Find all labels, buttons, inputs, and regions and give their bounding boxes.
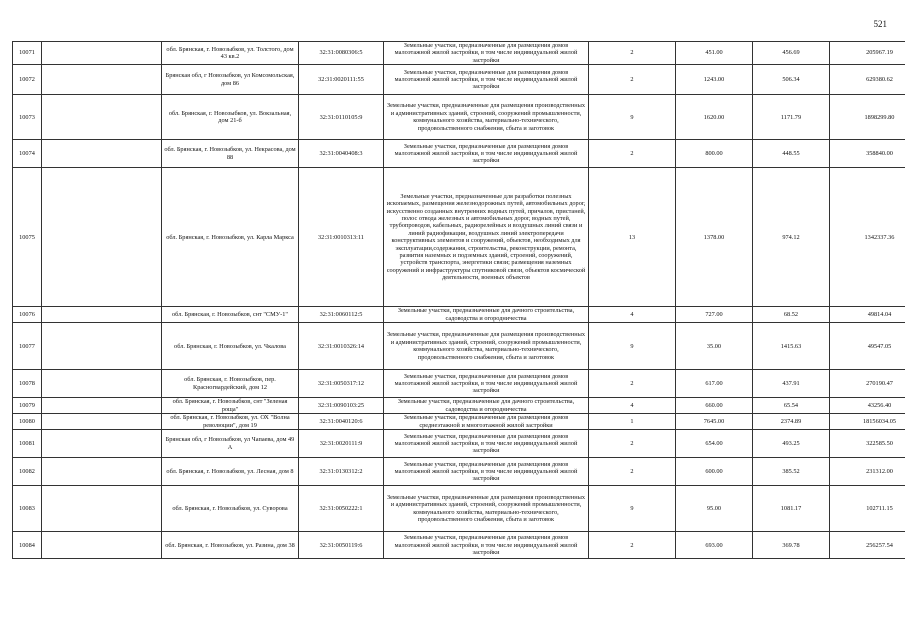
specific-value-cell: 506.34	[753, 65, 830, 95]
category-code-cell: 9	[589, 486, 676, 532]
area-cell: 95.00	[676, 486, 753, 532]
record-id-cell: 10081	[13, 430, 42, 458]
area-cell: 1620.00	[676, 95, 753, 140]
land-use-cell: Земельные участки, предназначенные для размещения производственных и административных зданий, строений, сооружений промышленности, коммунального хозяйства, материально-технического, продовольственного снабжения, сбыта и заготовок	[384, 323, 589, 370]
area-cell: 800.00	[676, 140, 753, 168]
record-id-cell: 10079	[13, 398, 42, 414]
category-code-cell: 2	[589, 42, 676, 65]
land-use-cell: Земельные участки, предназначенные для размещения домов малоэтажной жилой застройки, в том числе индивидуальной жилой застройки	[384, 458, 589, 486]
record-id-cell: 10073	[13, 95, 42, 140]
address-cell: обл. Брянская, г. Новозыбков, ул. Лесная, дом 8	[162, 458, 299, 486]
table-row	[13, 486, 905, 532]
specific-value-cell: 974.12	[753, 168, 830, 307]
cadastral-number-cell: 32:31:0020111:55	[299, 65, 384, 95]
record-id-cell: 10077	[13, 323, 42, 370]
blank-gap-cell	[42, 458, 162, 486]
table-row	[13, 323, 905, 370]
address-cell: Брянская обл, г Новозыбков, ул Чапаева, дом 49 А	[162, 430, 299, 458]
address-cell: обл. Брянская, г. Новозыбков, ул. Некрасова, дом 88	[162, 140, 299, 168]
cadastral-number-cell: 32:31:0050317:12	[299, 370, 384, 398]
cadastral-value-cell: 18156034.05	[830, 414, 905, 430]
cadastral-value-cell: 205967.19	[830, 42, 905, 65]
land-use-cell: Земельные участки, предназначенные для размещения домов малоэтажной жилой застройки, в том числе индивидуальной жилой застройки	[384, 65, 589, 95]
table-row	[13, 307, 905, 323]
land-use-cell: Земельные участки, предназначенные для размещения домов малоэтажной жилой застройки, в том числе индивидуальной жилой застройки	[384, 430, 589, 458]
blank-gap-cell	[42, 307, 162, 323]
category-code-cell: 2	[589, 140, 676, 168]
specific-value-cell: 1415.63	[753, 323, 830, 370]
address-cell: обл. Брянская, г. Новозыбков, снт "СМУ-1"	[162, 307, 299, 323]
area-cell: 617.00	[676, 370, 753, 398]
record-id-cell: 10080	[13, 414, 42, 430]
record-id-cell: 10078	[13, 370, 42, 398]
land-use-cell: Земельные участки, предназначенные для размещения домов малоэтажной жилой застройки, в том числе индивидуальной жилой застройки	[384, 140, 589, 168]
specific-value-cell: 65.54	[753, 398, 830, 414]
address-cell: обл. Брянская, г. Новозыбков, ул. Суворова	[162, 486, 299, 532]
specific-value-cell: 493.25	[753, 430, 830, 458]
blank-gap-cell	[42, 140, 162, 168]
table-row	[13, 42, 905, 65]
area-cell: 693.00	[676, 532, 753, 559]
cadastral-value-cell: 102711.15	[830, 486, 905, 532]
table-row	[13, 532, 905, 559]
cadastral-value-cell: 358840.00	[830, 140, 905, 168]
cadastral-value-cell: 270190.47	[830, 370, 905, 398]
cadastral-number-cell: 32:31:0040120:6	[299, 414, 384, 430]
land-use-cell: Земельные участки, предназначенные для размещения производственных и административных зданий, строений, сооружений промышленности, коммунального хозяйства, материально-технического, продовольственного снабжения, сбыта и заготовок	[384, 486, 589, 532]
cadastral-number-cell: 32:31:0010313:11	[299, 168, 384, 307]
table-row	[13, 65, 905, 95]
specific-value-cell: 385.52	[753, 458, 830, 486]
area-cell: 7645.00	[676, 414, 753, 430]
address-cell: обл. Брянская, г. Новозыбков, ул. Карла Маркса	[162, 168, 299, 307]
cadastral-value-cell: 629380.62	[830, 65, 905, 95]
area-cell: 600.00	[676, 458, 753, 486]
land-use-cell: Земельные участки, предназначенные для размещения домов малоэтажной жилой застройки, в том числе индивидуальной жилой застройки	[384, 42, 589, 65]
cadastral-value-cell: 49814.04	[830, 307, 905, 323]
address-cell: обл. Брянская, г. Новозыбков, ул. Вокзальная, дом 21-б	[162, 95, 299, 140]
blank-gap-cell	[42, 398, 162, 414]
land-use-cell: Земельные участки, предназначенные для размещения домов малоэтажной жилой застройки, в том числе индивидуальной жилой застройки	[384, 532, 589, 559]
category-code-cell: 4	[589, 307, 676, 323]
page-number: 521	[873, 19, 887, 29]
area-cell: 451.00	[676, 42, 753, 65]
specific-value-cell: 68.52	[753, 307, 830, 323]
specific-value-cell: 2374.89	[753, 414, 830, 430]
record-id-cell: 10083	[13, 486, 42, 532]
category-code-cell: 2	[589, 458, 676, 486]
address-cell: обл. Брянская, г. Новозыбков, пер. Красногвардейский, дом 12	[162, 370, 299, 398]
record-id-cell: 10076	[13, 307, 42, 323]
address-cell: обл. Брянская, г. Новозыбков, ул. Толстого, дом 43 кв.2	[162, 42, 299, 65]
cadastral-value-cell: 43256.40	[830, 398, 905, 414]
blank-gap-cell	[42, 414, 162, 430]
land-registry-table	[12, 41, 905, 559]
blank-gap-cell	[42, 95, 162, 140]
record-id-cell: 10075	[13, 168, 42, 307]
cadastral-number-cell: 32:31:0040408:3	[299, 140, 384, 168]
area-cell: 727.00	[676, 307, 753, 323]
cadastral-number-cell: 32:31:0050222:1	[299, 486, 384, 532]
land-use-cell: Земельные участки, предназначенные для размещения домов среднеэтажной и многоэтажной жилой застройки	[384, 414, 589, 430]
cadastral-value-cell: 1898299.80	[830, 95, 905, 140]
category-code-cell: 13	[589, 168, 676, 307]
table-row	[13, 398, 905, 414]
cadastral-value-cell: 231312.00	[830, 458, 905, 486]
category-code-cell: 2	[589, 370, 676, 398]
category-code-cell: 9	[589, 95, 676, 140]
blank-gap-cell	[42, 65, 162, 95]
blank-gap-cell	[42, 532, 162, 559]
specific-value-cell: 1081.17	[753, 486, 830, 532]
blank-gap-cell	[42, 430, 162, 458]
area-cell: 660.00	[676, 398, 753, 414]
table-row	[13, 168, 905, 307]
table-row	[13, 140, 905, 168]
record-id-cell: 10072	[13, 65, 42, 95]
cadastral-number-cell: 32:31:0020111:9	[299, 430, 384, 458]
category-code-cell: 9	[589, 323, 676, 370]
land-use-cell: Земельные участки, предназначенные для размещения домов малоэтажной жилой застройки, в том числе индивидуальной жилой застройки	[384, 370, 589, 398]
specific-value-cell: 456.69	[753, 42, 830, 65]
cadastral-value-cell: 256257.54	[830, 532, 905, 559]
blank-gap-cell	[42, 323, 162, 370]
address-cell: обл. Брянская, г. Новозыбков, ул. Чкалова	[162, 323, 299, 370]
area-cell: 1243.00	[676, 65, 753, 95]
address-cell: обл. Брянская, г. Новозыбков, ул. Разина, дом 38	[162, 532, 299, 559]
category-code-cell: 2	[589, 532, 676, 559]
area-cell: 654.00	[676, 430, 753, 458]
address-cell: обл. Брянская, г. Новозыбков, снт "Зеленая роща"	[162, 398, 299, 414]
record-id-cell: 10074	[13, 140, 42, 168]
cadastral-value-cell: 49547.05	[830, 323, 905, 370]
address-cell: Брянская обл, г Новозыбков, ул Комсомольская, дом 86	[162, 65, 299, 95]
cadastral-number-cell: 32:31:0130312:2	[299, 458, 384, 486]
specific-value-cell: 448.55	[753, 140, 830, 168]
blank-gap-cell	[42, 486, 162, 532]
address-cell: обл. Брянская, г. Новозыбков, ул. ОХ "Волна революции", дом 19	[162, 414, 299, 430]
category-code-cell: 1	[589, 414, 676, 430]
land-use-cell: Земельные участки, предназначенные для разработки полезных ископаемых, размещения железнодорожных путей, автомобильных дорог, искусственно созданных внутренних водных путей, причалов, пристаней, полос отвода железных и автомобильных дорог, водных путей, трубопроводов, кабельных, радиорелейных и воздушных линий связи и линий радиофикации, воздушных линий электропередачи конструктивных элементов и сооружений, объектов, необходимых для эксплуатации,содержания, строительства, реконструкции, ремонта, развития наземных и подземных зданий, строений, сооружений, устройств транспорта, энергетики связи; размещения наземных сооружений и инфраструктуры спутниковой связи, объектов космической деятельности, военных объектов	[384, 168, 589, 307]
blank-gap-cell	[42, 168, 162, 307]
specific-value-cell: 369.78	[753, 532, 830, 559]
cadastral-number-cell: 32:31:0010326:14	[299, 323, 384, 370]
table-row	[13, 458, 905, 486]
cadastral-number-cell: 32:31:0060112:5	[299, 307, 384, 323]
cadastral-number-cell: 32:31:0090103:25	[299, 398, 384, 414]
category-code-cell: 4	[589, 398, 676, 414]
land-use-cell: Земельные участки, предназначенные для дачного строительства, садоводства и огородничества	[384, 398, 589, 414]
cadastral-number-cell: 32:31:0050119:6	[299, 532, 384, 559]
table-row	[13, 430, 905, 458]
specific-value-cell: 1171.79	[753, 95, 830, 140]
category-code-cell: 2	[589, 430, 676, 458]
blank-gap-cell	[42, 370, 162, 398]
table-row	[13, 370, 905, 398]
land-use-cell: Земельные участки, предназначенные для дачного строительства, садоводства и огородничества	[384, 307, 589, 323]
area-cell: 35.00	[676, 323, 753, 370]
land-use-cell: Земельные участки, предназначенные для размещения производственных и административных зданий, строений, сооружений промышленности, коммунального хозяйства, материально-технического, продовольственного снабжения, сбыта и заготовок	[384, 95, 589, 140]
area-cell: 1378.00	[676, 168, 753, 307]
category-code-cell: 2	[589, 65, 676, 95]
record-id-cell: 10082	[13, 458, 42, 486]
table-row	[13, 414, 905, 430]
registry-body	[13, 42, 905, 559]
cadastral-value-cell: 322585.50	[830, 430, 905, 458]
specific-value-cell: 437.91	[753, 370, 830, 398]
record-id-cell: 10084	[13, 532, 42, 559]
cadastral-value-cell: 1342337.36	[830, 168, 905, 307]
cadastral-number-cell: 32:31:0110105:9	[299, 95, 384, 140]
table-row	[13, 95, 905, 140]
cadastral-number-cell: 32:31:0080306:5	[299, 42, 384, 65]
blank-gap-cell	[42, 42, 162, 65]
record-id-cell: 10071	[13, 42, 42, 65]
